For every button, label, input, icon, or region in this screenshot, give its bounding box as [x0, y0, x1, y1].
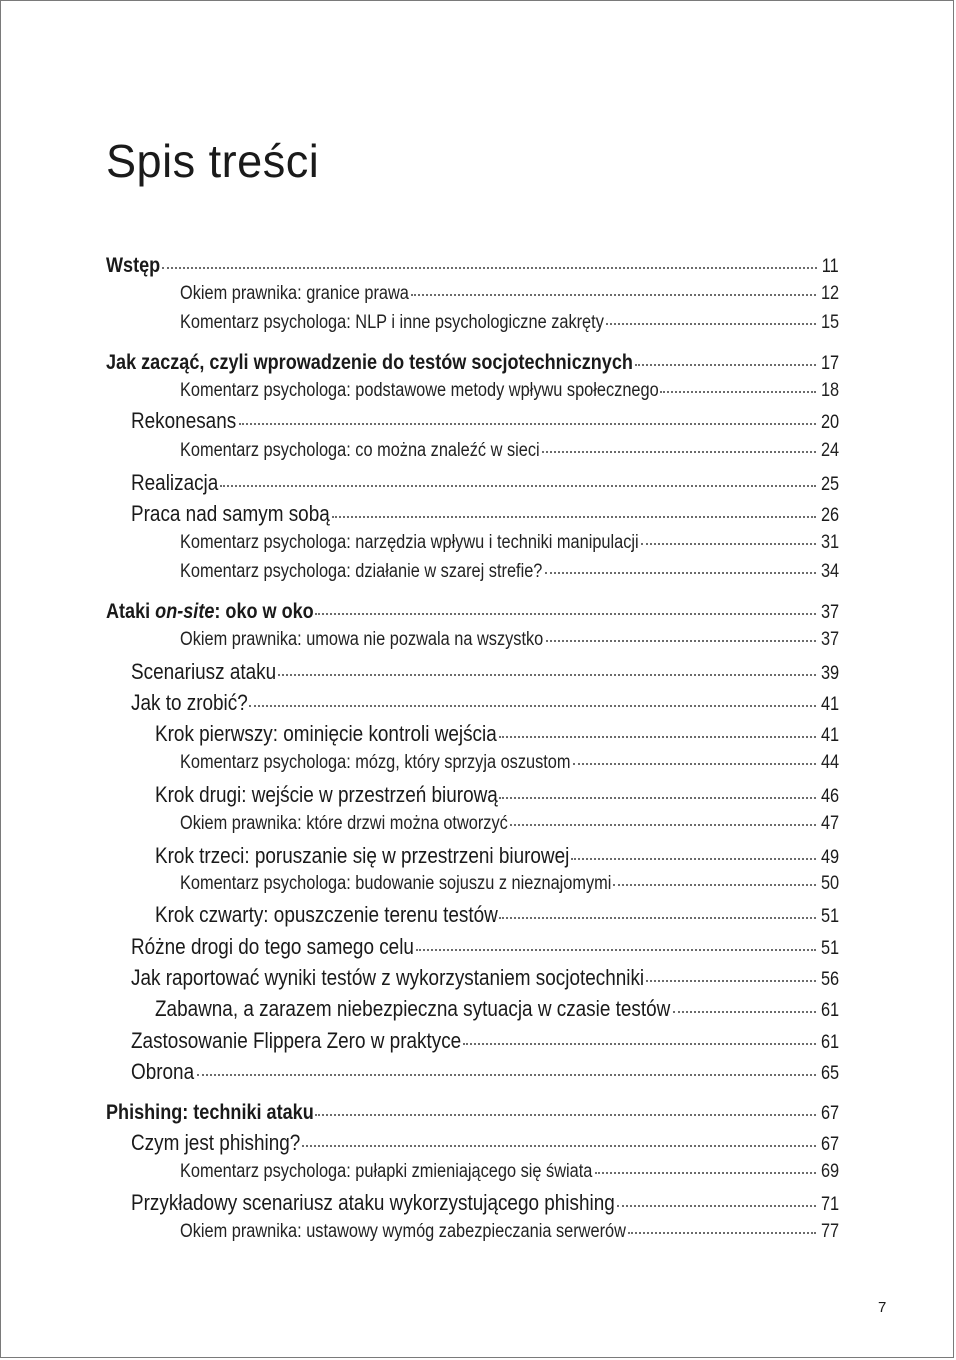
toc-entry-title: Komentarz psychologa: co można znaleźć w sieci: [180, 440, 540, 461]
toc-entry-page: 67: [820, 1134, 839, 1155]
toc-entry-title: Przykładowy scenariusz ataku wykorzystującego phishing: [131, 1190, 615, 1215]
dot-leader: [411, 294, 816, 296]
toc-entry-title: Zastosowanie Flippera Zero w praktyce: [131, 1028, 462, 1053]
dot-leader: [646, 980, 816, 982]
toc-entry-page: 41: [820, 694, 839, 715]
toc-entry-title: Komentarz psychologa: budowanie sojuszu z nieznajomymi: [180, 873, 612, 894]
toc-entry: [131, 1190, 839, 1216]
toc-entry-title: Komentarz psychologa: pułapki zmieniającego się świata: [180, 1161, 593, 1182]
toc-entry-title-italic: on-site: [155, 600, 215, 623]
toc-entry-page: 25: [820, 474, 839, 495]
dot-leader: [239, 423, 816, 425]
toc-entry: [180, 532, 839, 554]
toc-entry: [155, 782, 839, 808]
dot-leader: [510, 824, 816, 826]
toc-entry-page: 34: [820, 561, 839, 582]
dot-leader: [315, 613, 816, 615]
toc-entry-title: Okiem prawnika: które drzwi można otworzyć: [180, 813, 508, 834]
dot-leader: [220, 485, 816, 487]
toc-entry-page: 67: [820, 1103, 839, 1124]
toc-entry: [131, 965, 839, 991]
toc-entry: [180, 283, 839, 305]
toc-entry-title: [106, 600, 314, 624]
toc-entry-page: 41: [820, 725, 839, 746]
toc-entry: [131, 1028, 839, 1054]
toc-entry-page: 65: [820, 1063, 839, 1084]
toc-entry: [180, 752, 839, 774]
toc-entry-page: 39: [820, 663, 839, 684]
toc-entry-page: 49: [820, 847, 839, 868]
toc-entry-page: 31: [820, 532, 839, 553]
toc-entry-page: 17: [820, 353, 839, 374]
page-number: 7: [878, 1299, 887, 1316]
toc-entry: [155, 843, 839, 869]
dot-leader: [617, 1205, 816, 1207]
toc-entry: [131, 934, 839, 960]
toc-entry: [180, 312, 839, 334]
toc-entry-title: Okiem prawnika: umowa nie pozwala na wszystko: [180, 629, 544, 650]
toc-entry-page: 51: [820, 938, 839, 959]
toc-entry-title: Krok pierwszy: ominięcie kontroli wejścia: [155, 721, 497, 746]
toc-entry-title: Komentarz psychologa: mózg, który sprzyja oszustom: [180, 752, 571, 773]
toc-entry-page: 26: [820, 505, 839, 526]
dot-leader: [660, 391, 816, 393]
toc-entry-title: Jak raportować wyniki testów z wykorzystaniem socjotechniki: [131, 965, 645, 990]
dot-leader: [628, 1232, 815, 1234]
toc-entry-title: Krok drugi: wejście w przestrzeń biurową: [155, 782, 498, 807]
toc-entry-title: Jak to zrobić?: [131, 690, 248, 715]
dot-leader: [613, 884, 816, 886]
toc-entry-title-part: Ataki: [106, 600, 156, 623]
dot-leader: [249, 705, 815, 707]
dot-leader: [499, 797, 815, 799]
toc-entry-title: Różne drogi do tego samego celu: [131, 934, 414, 959]
toc-entry-page: 11: [822, 256, 839, 277]
toc-entry-title: Komentarz psychologa: podstawowe metody wpływu społecznego: [180, 380, 659, 401]
toc-entry-page: 20: [820, 412, 839, 433]
toc-entry-title: Phishing: techniki ataku: [106, 1101, 314, 1124]
toc-entry: [180, 561, 839, 583]
toc-entry: [106, 351, 839, 375]
dot-leader: [315, 1114, 816, 1116]
toc-entry: [180, 440, 839, 462]
toc-entry-title: Krok czwarty: opuszczenie terenu testów: [155, 902, 498, 927]
toc-entry: [155, 996, 839, 1022]
dot-leader: [332, 516, 816, 518]
toc-entry-page: 51: [820, 906, 839, 927]
toc-entry-page: 37: [820, 602, 839, 623]
toc-entry-title: Okiem prawnika: granice prawa: [180, 283, 409, 304]
toc-entry: [131, 470, 839, 496]
toc-entry-title: Zabawna, a zarazem niebezpieczna sytuacja w czasie testów: [155, 996, 671, 1021]
dot-leader: [542, 451, 816, 453]
toc-entry-title: Komentarz psychologa: działanie w szarej strefie?: [180, 561, 543, 582]
toc-entry-page: 77: [820, 1221, 839, 1242]
dot-leader: [499, 736, 816, 738]
toc-entry: [131, 659, 839, 685]
toc-entry-page: 37: [820, 629, 839, 650]
toc-entry-title-part: : oko w oko: [214, 600, 314, 623]
dot-leader: [641, 543, 816, 545]
toc-entry: [131, 501, 839, 527]
toc-entry: [131, 1059, 839, 1085]
toc-entry-page: 56: [820, 969, 839, 990]
dot-leader: [463, 1043, 816, 1045]
dot-leader: [302, 1145, 816, 1147]
toc-entry: [131, 408, 839, 434]
dot-leader: [278, 674, 816, 676]
toc-entry: [131, 1130, 839, 1156]
toc-entry-page: 46: [820, 786, 839, 807]
toc-entry-title: Obrona: [131, 1059, 195, 1084]
toc-entry-title: Wstęp: [106, 254, 161, 277]
toc-entry: [180, 629, 839, 651]
toc-entry-title: Jak zacząć, czyli wprowadzenie do testów socjotechnicznych: [106, 351, 633, 374]
toc-entry-title: Komentarz psychologa: narzędzia wpływu i techniki manipulacji: [180, 532, 639, 553]
toc-entry: [131, 690, 839, 716]
toc-entry-title: Krok trzeci: poruszanie się w przestrzeni biurowej: [155, 843, 570, 868]
toc-entry-title: Realizacja: [131, 470, 219, 495]
dot-leader: [499, 917, 815, 919]
dot-leader: [606, 323, 816, 325]
toc-entry-title: Praca nad samym sobą: [131, 501, 330, 526]
dot-leader: [197, 1074, 816, 1076]
dot-leader: [545, 572, 816, 574]
toc-entry-title: Komentarz psychologa: NLP i inne psychologiczne zakręty: [180, 312, 604, 333]
page-title: Spis treści: [106, 135, 320, 187]
toc-entry-page: 24: [820, 440, 839, 461]
dot-leader: [595, 1172, 816, 1174]
toc-entry-page: 71: [820, 1194, 839, 1215]
dot-leader: [162, 267, 817, 269]
toc-entry: [155, 721, 839, 747]
toc-entry: [180, 380, 839, 402]
toc-entry: [106, 1101, 839, 1125]
dot-leader: [546, 640, 816, 642]
toc-entry-page: 61: [820, 1032, 839, 1053]
toc-entry: [180, 1161, 839, 1183]
toc-entry: [180, 873, 839, 895]
toc-entry: [180, 1221, 839, 1243]
toc-entry-title: Rekonesans: [131, 408, 237, 433]
toc-entry-page: 12: [820, 283, 839, 304]
toc-entry-page: 18: [820, 380, 839, 401]
toc-entry: [106, 600, 839, 624]
toc-entry: [155, 902, 839, 928]
toc-entry-page: 44: [820, 752, 839, 773]
toc-entry-title: Scenariusz ataku: [131, 659, 277, 684]
toc-entry-title: Czym jest phishing?: [131, 1130, 301, 1155]
toc-entry-page: 61: [820, 1000, 839, 1021]
toc-entry-page: 47: [820, 813, 839, 834]
toc-entry: [106, 254, 839, 278]
toc-entry-title: Okiem prawnika: ustawowy wymóg zabezpieczania serwerów: [180, 1221, 626, 1242]
toc-entry-page: 69: [820, 1161, 839, 1182]
dot-leader: [571, 858, 816, 860]
dot-leader: [573, 763, 816, 765]
toc-entry: [180, 813, 839, 835]
toc-entry-page: 50: [820, 873, 839, 894]
dot-leader: [416, 949, 816, 951]
dot-leader: [635, 364, 816, 366]
dot-leader: [673, 1011, 816, 1013]
toc-entry-page: 15: [820, 312, 839, 333]
